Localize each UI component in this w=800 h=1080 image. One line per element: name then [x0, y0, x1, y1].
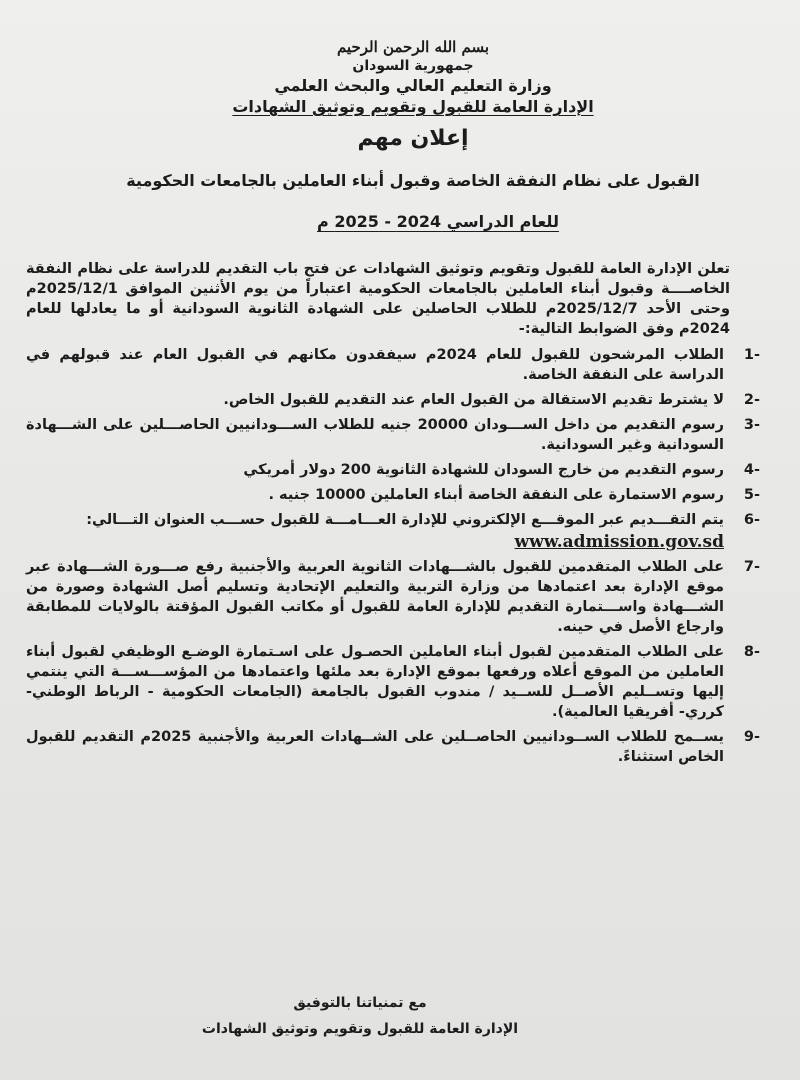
closing-block	[130, 990, 590, 1042]
admission-website-link[interactable]: www.admission.gov.sd	[514, 532, 724, 552]
list-item	[26, 345, 760, 385]
item-number: -2	[743, 392, 760, 408]
conditions-list	[26, 345, 760, 767]
list-item	[26, 485, 760, 505]
item-text: رسوم التقديم من داخل الســـودان 20000 جنيه للطلاب الســـودانيين الحاصـــلين على الشـــهادة السودانية وغير السودانية.	[26, 417, 724, 453]
item-text: على الطلاب المتقدمين لقبول أبناء العاملين الحصـول على اسـتمارة الوضـع الوظيفي لقبول أبناء العاملين من الموقع أعلاه ورفعها بموقع الإدارة بعد ملئها واعتمادها من المؤســـســـة التي ينتمي إليها وتســليم الأصــل للســيد / مندوب القبول بالجامعة (الجامعات الحكومية - الرباط الوطني- كرري- أفريقيا العالمية).	[26, 644, 724, 720]
ministry-name: وزارة التعليم العالي والبحث العلمي	[274, 76, 552, 95]
item-number: -3	[743, 417, 760, 433]
closing-wish: مع تمنياتنا بالتوفيق	[293, 995, 427, 1011]
intro-paragraph: تعلن الإدارة العامة للقبول وتقويم وتوثيق الشهادات عن فتح باب التقديم للدراسة على نظام النفقة الخاصــــة وقبول أبناء العاملين بالجامعات الحكومية اعتباراً من يوم الأثنين الموافق 2025/12/1م وحتى الأحد 2025/12/7م للطلاب الحاصلين على الشهادة الثانوية السودانية أو ما يعادلها للعام 2024م وفق الضوابط التالية:-	[26, 261, 730, 337]
item-number: -1	[743, 347, 760, 363]
item-text: رسوم الاستمارة على النفقة الخاصة أبناء العاملين 10000 جنيه .	[268, 487, 724, 503]
item-number: -4	[743, 462, 760, 478]
announcement-title: إعلان مهم	[357, 126, 469, 151]
academic-year: للعام الدراسي 2024 - 2025 م	[317, 212, 559, 231]
basmala-calligraphy: بسم الله الرحمن الرحيم	[336, 38, 490, 56]
list-item	[26, 390, 760, 410]
item-text: الطلاب المرشحون للقبول للعام 2024م سيفقدون مكانهم في القبول العام عند قبولهم في الدراسة على النفقة الخاصة.	[26, 347, 725, 383]
item-text: يســمح للطلاب الســودانيين الحاصــلين على الشــهادات العربية والأجنبية 2025م التقديم للقبول الخاص استثناءً.	[26, 729, 725, 765]
closing-signature: الإدارة العامة للقبول وتقويم وتوثيق الشهادات	[201, 1021, 519, 1037]
list-item	[26, 460, 760, 480]
item-number: -5	[743, 487, 760, 503]
list-item	[26, 557, 760, 637]
item-text: على الطلاب المتقدمين للقبول بالشـــهادات الثانوية العربية والأجنبية رفع صـــورة الشـــهادة عبر موقع الإدارة بعد اعتمادها من وزارة التربية والتعليم الإتحادية وتسليم أصل الشهادة وصورة من الشـــهادة واســـتمارة التقديم للإدارة العامة للقبول أو مكاتب القبول المؤقتة بالولايات للمطابقة وارجاع الأصل في حينه.	[26, 559, 724, 635]
item-text: لا يشترط تقديم الاستقالة من القبول العام عند التقديم للقبول الخاص.	[223, 392, 724, 408]
item-text: يتم التقـــديم عبر الموقـــع الإلكتروني للإدارة العـــامـــة للقبول حســـب العنوان التـــالي:	[86, 512, 724, 528]
list-item	[26, 642, 760, 722]
item-number: -9	[743, 729, 760, 745]
item-number: -6	[743, 512, 760, 528]
list-item	[26, 510, 760, 552]
list-item	[26, 415, 760, 455]
announcement-subject: القبول على نظام النفقة الخاصة وقبول أبناء العاملين بالجامعات الحكومية	[126, 171, 700, 190]
list-item	[26, 727, 760, 767]
item-number: -8	[743, 644, 760, 660]
letterhead	[66, 38, 760, 151]
item-number: -7	[743, 559, 760, 575]
item-text: رسوم التقديم من خارج السودان للشهادة الثانوية 200 دولار أمريكي	[243, 462, 724, 478]
republic-name: جمهورية السودان	[352, 58, 474, 74]
department-name: الإدارة العامة للقبول وتقويم وتوثيق الشهادات	[232, 97, 594, 116]
